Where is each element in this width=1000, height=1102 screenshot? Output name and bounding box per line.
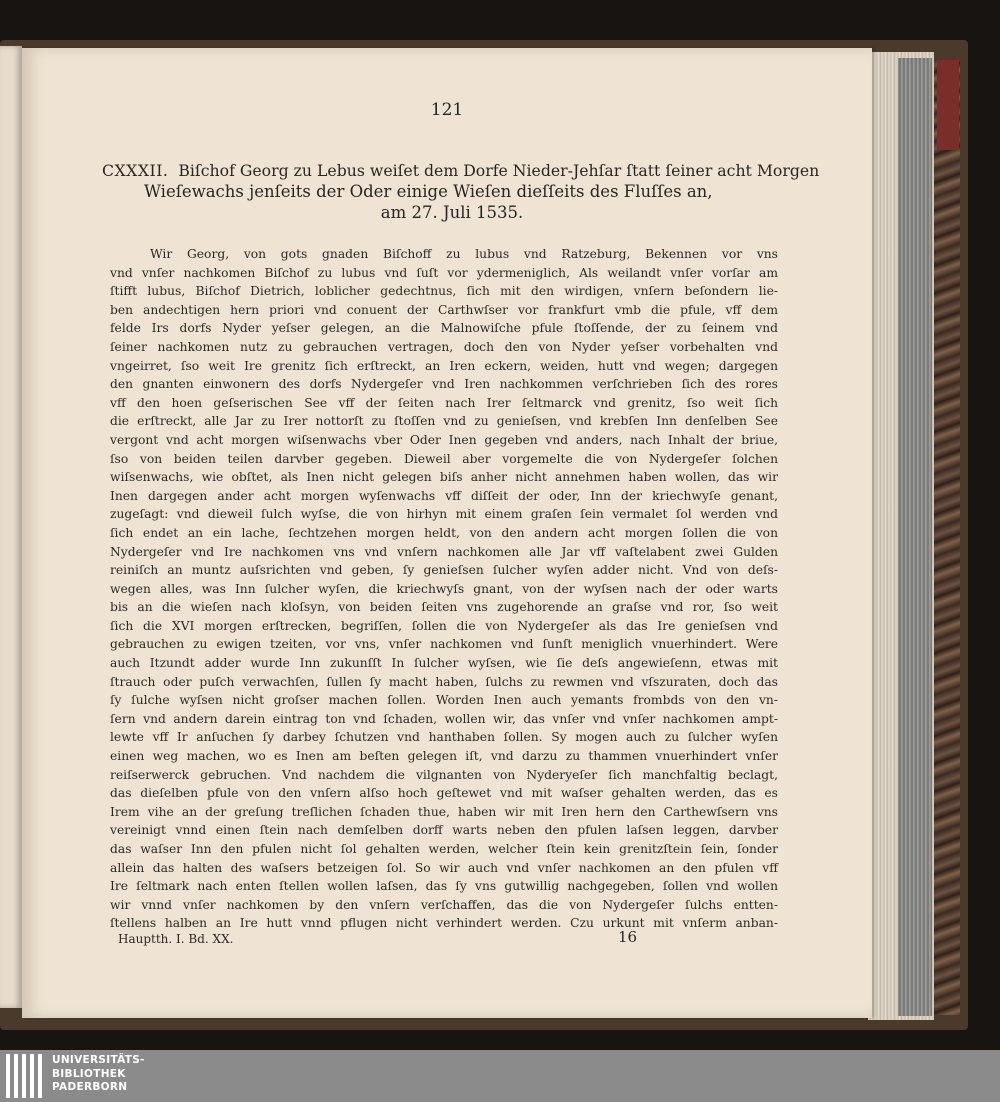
body-line: vereinigt vnnd einen ſtein nach demſelben dorff warts neben den pfulen laſsen leggen, darvber <box>110 823 778 838</box>
body-line: vngeirret, ſso weit Ire grenitz ſich erſtreckt, an Iren eckern, weiden, hutt vnd wegen; dargegen <box>110 358 778 373</box>
body-line: Inen dargegen ander acht morgen wyſenwachs vff diſſeit der oder, Inn der kriechwyſe genant, <box>110 488 778 503</box>
body-line: vergont vnd acht morgen wiſsenwachs vber Oder Inen gegeben vnd anders, nach Inhalt der briue, <box>110 432 778 447</box>
body-line: vff den hoen geſserischen See vff der ſeiten nach Irer ſeltmarck vnd grenitz, ſso weit ſich <box>110 395 778 410</box>
body-line: den gnanten einwonern des dorfs Nydergeſer vnd Iren nachkommen verſchrieben ſich des rores <box>110 377 778 392</box>
body-line: Ire ſeltmark nach enten ſtellen wollen laſsen, das ſy vns gutwillig nachgegeben, ſollen vnd wollen <box>110 879 778 894</box>
page-edges-stack <box>868 52 934 1020</box>
body-line: ſern vnd andern darein eintrag ton vnd ſchaden, wollen wir, das vnſer vnd vnſer nachkomen ampt- <box>110 711 778 726</box>
body-line: wir vnnd vnſer nachkomen by den vnſern verſchaffen, das die von Nydergeſer ſulchs entten- <box>110 897 778 912</box>
body-line: ſtrauch oder puſch verwachſen, ſullen ſy macht haben, ſulchs zu rewmen vnd vſszuraten, doch das <box>110 674 778 689</box>
body-line: einen weg machen, wo es Inen am beſten gelegen iſt, vnd darzu zu thammen vnuerhindert vnſer <box>110 749 778 764</box>
left-page-sliver <box>0 46 22 1008</box>
heading-line-1 <box>102 160 820 181</box>
library-logo-text <box>52 1054 145 1095</box>
body-line: auch Itzundt adder wurde Inn zukunſſt In ſulcher wyſsen, wie ſie deſs angewieſenn, etwas mit <box>110 656 778 671</box>
body-line: ſy ſulche wyſsen nicht groſser machen ſollen. Worden Inen auch yemants frombds von den vn- <box>110 693 778 708</box>
heading-line-1-text: Biſchof Georg zu Lebus weiſet dem Dorfe Nieder-Jehſar ſtatt ſeiner acht Morgen <box>178 161 820 180</box>
body-line: ben andechtigen hern priori vnd conuent der Carthwſser vor frankfurt vmb die pfule, vff dem <box>110 302 778 317</box>
body-line: Irem vihe an der greſung treſlichen ſchaden thue, haben wir mit Iren hern den Carthewſsern vns <box>110 804 778 819</box>
library-logo-icon <box>6 1054 46 1098</box>
heading-date: am 27. Juli 1535. <box>380 203 524 222</box>
body-line: das waſser Inn den pfulen nicht ſol gehalten werden, welcher ſtein kein grenitzſtein ſein, ſonder <box>110 842 778 856</box>
page-number: 121 <box>430 100 464 120</box>
library-logo-bar <box>0 1050 1000 1102</box>
body-line: wegen alles, was Inn ſulcher wyſen, die kriechwyſs gnant, von der wyſsen nach der oder warts <box>110 581 778 596</box>
body-line: ſich endet an ein lache, ſechtzehen morgen heldt, von den andern acht morgen ſollen die von <box>110 525 778 540</box>
body-line: zugeſagt: vnd dieweil ſulch wyſse, die von hirhyn mit einem graſen ſein vermalet ſol werden vnd <box>110 507 778 522</box>
body-line: reiniſch an muntz auſsrichten vnd geben, ſy genieſsen ſulcher wyſen adder nicht. Vnd von deſs- <box>110 563 778 578</box>
marbled-cover-edge <box>930 60 960 1015</box>
logo-line-3: PADERBORN <box>52 1081 128 1093</box>
page-edges-shadow <box>898 58 932 1016</box>
body-line: die erſtreckt, alle Jar zu Irer nottorſt zu ſtoſſen vnd zu genieſsen, vnd krebſen Inn denſelben See <box>110 414 778 429</box>
heading-numeral: CXXXII. <box>102 161 169 180</box>
body-line: das dieſelben pfule von den vnſern alſso hoch geſtewet vnd mit waſser gehalten werden, das es <box>110 786 778 801</box>
body-line: Wir Georg, von gots gnaden Biſchoff zu lubus vnd Ratzeburg, Bekennen vor vns <box>150 247 778 261</box>
footer-sheet-number: 16 <box>618 928 638 946</box>
heading-line-2: Wieſewachs jenſeits der Oder einige Wieſen dieſſeits des Fluſſes an, <box>144 182 713 201</box>
logo-line-1: UNIVERSITÄTS- <box>52 1054 145 1066</box>
body-line: ſeiner nachkomen nutz zu gebrauchen vertragen, doch den von Nyder yeſser vorbehalten vnd <box>110 339 778 354</box>
body-line: wiſsenwachs, wie obſtet, als Inen nicht gelegen biſs anher nicht annehmen haben wollen, das wir <box>110 470 778 485</box>
body-line: ſich die XVI morgen erſtrecken, begriſſen, ſollen die von Nydergeſer als das Ire genieſsen vnd <box>110 618 778 633</box>
body-line: gebrauchen zu ewigen tzeiten, vor vns, vnſer nachkomen vnd ſunſt meniglich vnuerhindert. Were <box>110 637 778 652</box>
body-line: ſso von beiden teilen darvber gegeben. Dieweil aber vorgemelte die von Nydergeſer ſolchen <box>110 451 778 466</box>
body-line: lewte vff Ir anſuchen ſy darbey ſchutzen vnd hanthaben ſollen. Sy mogen auch zu ſulcher wyſen <box>110 730 778 745</box>
footer-signature: Hauptth. I. Bd. XX. <box>118 932 234 946</box>
page <box>22 48 872 1018</box>
body-line: allein das halten des waſsers betzeigen ſol. So wir auch vnd vnſer nachkomen an den pfulen vff <box>110 860 778 875</box>
body-line: felde Irs dorfs Nyder yeſser gelegen, an die Malnowiſche pfule ſtoſſende, der zu ſeinem vnd <box>110 321 778 336</box>
logo-line-2: BIBLIOTHEK <box>52 1067 126 1080</box>
body-line: ſtifft lubus, Biſchof Dietrich, loblicher gedechtnus, ſich mit den wirdigen, vnſern beſondern lie- <box>110 284 778 299</box>
body-line: bis an die wieſen nach kloſsyn, von beiden ſeiten vns zugehorende an graſse vnd ror, ſso weit <box>110 600 778 615</box>
document-heading <box>102 160 820 223</box>
body-line: vnd vnſer nachkomen Biſchof zu lubus vnd ſuſt vor ydermeniglich, Als weilandt vnſer vorſar am <box>110 265 778 280</box>
cover-corner-leather <box>937 60 959 150</box>
body-line: reiſserwerck gebruchen. Vnd nachdem die vilgnanten von Nyderyeſer ſich manchfaltig beclagt, <box>110 767 778 782</box>
body-line: Nydergeſer vnd Ire nachkomen vns vnd vnſern nachkomen alle Jar vff vaſtelabent zwei Gulden <box>110 544 778 559</box>
body-text <box>110 245 778 933</box>
body-line: ſtellens halben an Ire hutt vnnd pflugen nicht verhindert werden. Czu urkunt mit vnſerm anban- <box>110 916 778 931</box>
